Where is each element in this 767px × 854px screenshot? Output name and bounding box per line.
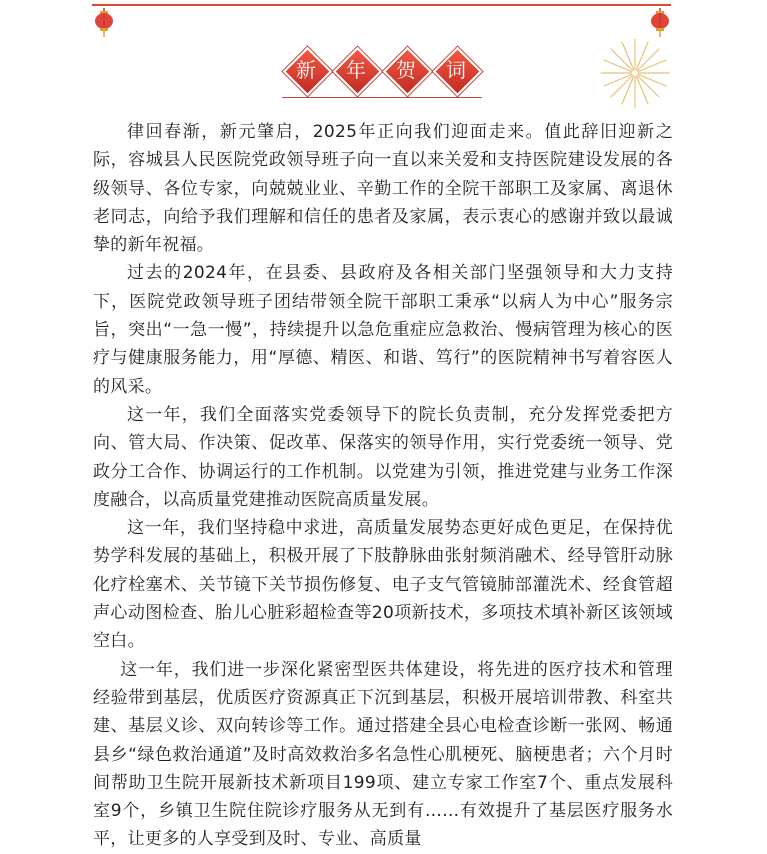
page-title — [282, 40, 482, 100]
paragraph: 律回春渐，新元肇启，2025年正向我们迎面走来。值此辞旧迎新之际，容城县人民医院党政领导班子向一直以来关爱和支持医院建设发展的各级领导、各位专家，向兢兢业业、辛勤工作的全院干部职工及家属、离退休老同志，向给予我们理解和信任的患者及家属，表示衷心的感谢并致以最诚挚的新年祝福。 — [93, 122, 673, 256]
paragraph: 过去的2024年，在县委、县政府及各相关部门坚强领导和大力支持下，医院党政领导班子团结带领全院干部职工秉承“以病人为中心”服务宗旨，突出“一急一慢”，持续提升以急危重症应急救治、慢病管理为核心的医疗与健康服务能力，用“厚德、精医、和谐、笃行”的医院精神书写着容医人的风采。 — [93, 263, 673, 397]
firework-icon — [598, 36, 672, 110]
top-divider — [92, 4, 671, 6]
title-char-3: 贺 — [384, 48, 428, 92]
paragraph: 这一年，我们坚持稳中求进，高质量发展势态更好成色更足，在保持优势学科发展的基础上，积极开展了下肢静脉曲张射频消融术、经导管肝动脉化疗栓塞术、关节镜下关节损伤修复、电子支气管镜肺部灌洗术、经食管超声心动图检查、胎儿心脏彩超检查等20项新技术，多项技术填补新区该领域空白。 — [93, 518, 673, 652]
title-underline — [282, 97, 482, 98]
lantern-icon — [649, 8, 671, 38]
title-char-2: 年 — [334, 48, 378, 92]
lantern-icon — [93, 8, 115, 38]
paragraph: 这一年，我们全面落实党委领导下的院长负责制，充分发挥党委把方向、管大局、作决策、促改革、保落实的领导作用，实行党委统一领导、党政分工合作、协调运行的工作机制。以党建为引领，推进党建与业务工作深度融合，以高质量党建推动医院高质量发展。 — [93, 404, 673, 510]
title-char-1: 新 — [284, 48, 328, 92]
article-body — [93, 118, 673, 854]
paragraph: 这一年，我们进一步深化紧密型医共体建设，将先进的医疗技术和管理经验带到基层，优质医疗资源真正下沉到基层，积极开展培训带教、科室共建、基层义诊、双向转诊等工作。通过搭建全县心电检查诊断一张网、畅通县乡“绿色救治通道”及时高效救治多名急性心肌梗死、脑梗患者；六个月时间帮助卫生院开展新技术新项目199项、建立专家工作室7个、重点发展科室9个，乡镇卫生院住院诊疗服务从无到有……有效提升了基层医疗服务水平，让更多的人享受到及时、专业、高质量 — [93, 659, 673, 850]
title-char-4: 词 — [434, 48, 478, 92]
